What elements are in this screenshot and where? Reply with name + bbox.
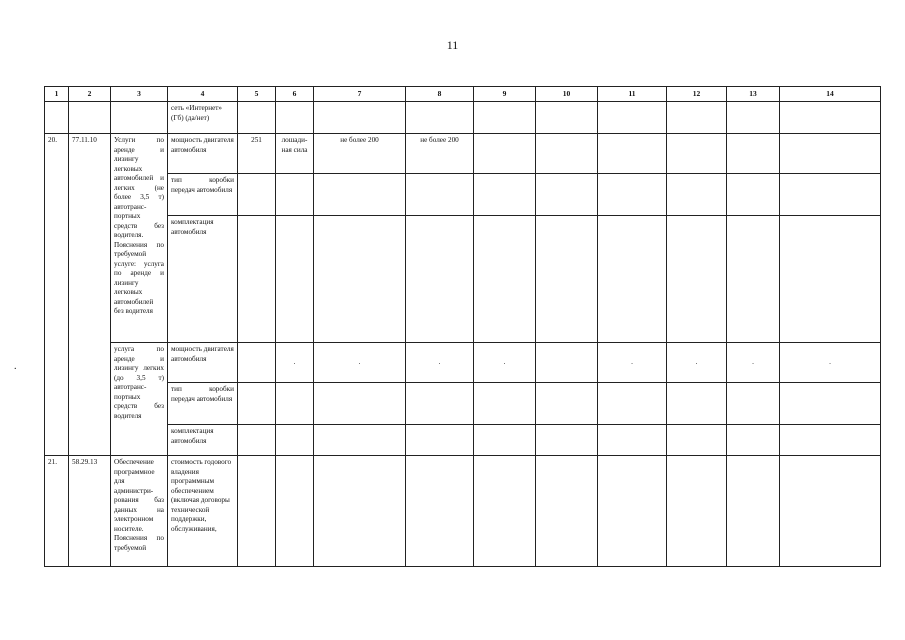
service-name: Услуги по аренде и лизингу легковых автомобилей и легких (не более 3,5 т) автотранс-портных средств без водителя. Пояснения по требуемой услуге: услуга по аренде и лизингу легковых автомобилей без водителя: [111, 134, 168, 343]
dot-mark: .: [667, 343, 727, 383]
characteristic: стоимость годового владения программным обеспечением (включая договоры технической поддержки, обслуживания,: [168, 456, 238, 567]
header-cell: 8: [406, 87, 474, 102]
row-number: 21.: [45, 456, 69, 567]
table-row: [45, 343, 881, 383]
characteristic: комплектация автомобиля: [168, 216, 238, 343]
table-row: [45, 216, 881, 343]
header-row: [45, 87, 881, 102]
header-cell: 2: [69, 87, 111, 102]
header-cell: 1: [45, 87, 69, 102]
header-cell: 14: [780, 87, 881, 102]
header-cell: 5: [238, 87, 276, 102]
dot-mark: .: [780, 343, 881, 383]
header-cell: 7: [314, 87, 406, 102]
table-row: [45, 456, 881, 567]
row-number: 20.: [45, 134, 69, 456]
table-row: [45, 383, 881, 425]
characteristic: тип коробки передач автомобиля: [168, 383, 238, 425]
header-cell: 9: [474, 87, 536, 102]
header-cell: 11: [598, 87, 667, 102]
dot-mark: .: [598, 343, 667, 383]
unit-name: лошади-ная сила: [276, 134, 314, 174]
dot-mark: .: [474, 343, 536, 383]
dot-mark: .: [314, 343, 406, 383]
okpd-code: 77.11.10: [69, 134, 111, 456]
dot-mark: .: [727, 343, 780, 383]
header-cell: 12: [667, 87, 727, 102]
okpd-code: 58.29.13: [69, 456, 111, 567]
table-row: [45, 102, 881, 134]
value-col8: не более 200: [406, 134, 474, 174]
continuation-characteristic: сеть «Интернет» (Гб) (да/нет): [168, 102, 238, 134]
dot-mark: .: [406, 343, 474, 383]
header-cell: 13: [727, 87, 780, 102]
service-name: Обеспечение программное для администри-рования баз данных на электронном носителе. Пояснения по требуемой: [111, 456, 168, 567]
table-row: [45, 425, 881, 456]
margin-mark: .: [14, 361, 17, 372]
header-cell: 4: [168, 87, 238, 102]
characteristic: комплектация автомобиля: [168, 425, 238, 456]
service-name: услуга по аренде и лизингу легких (до 3,5 т) автотранс-портных средств без водителя: [111, 343, 168, 456]
table-row: [45, 134, 881, 174]
table-row: [45, 174, 881, 216]
header-cell: 10: [536, 87, 598, 102]
page-number: 11: [446, 38, 459, 52]
value-col7: не более 200: [314, 134, 406, 174]
characteristic: мощность двигателя автомобиля: [168, 343, 238, 383]
unit-code: 251: [238, 134, 276, 174]
requirements-table: [44, 86, 881, 567]
characteristic: тип коробки передач автомобиля: [168, 174, 238, 216]
header-cell: 3: [111, 87, 168, 102]
dot-mark: .: [276, 343, 314, 383]
header-cell: 6: [276, 87, 314, 102]
characteristic: мощность двигателя автомобиля: [168, 134, 238, 174]
